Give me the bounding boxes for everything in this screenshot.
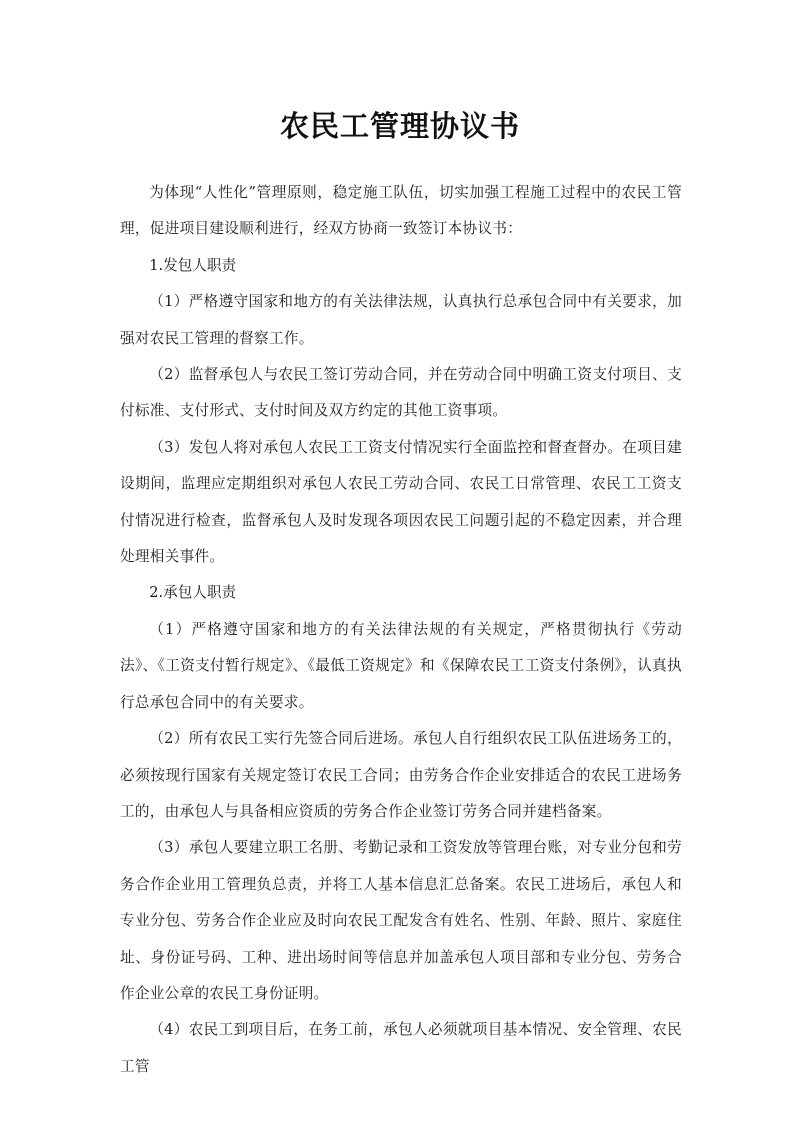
contractor-clause-2: （2）所有农民工实行先签合同后进场。承包人自行组织农民工队伍进场务工的，必须按现行国家有关规定签订农民工合同；由劳务合作企业安排适合的农民工进场务工的，由承包人与具备相应资质的劳务合作企业签订劳务合同并建档备案。 bbox=[120, 730, 682, 820]
section-heading-employer: 1.发包人职责 bbox=[149, 256, 237, 274]
employer-clause-2: （2）监督承包人与农民工签订劳动合同，并在劳动合同中明确工资支付项目、支付标准、支付形式、支付时间及双方约定的其他工资事项。 bbox=[120, 366, 682, 420]
page-title: 农民工管理协议书 bbox=[279, 109, 520, 143]
contractor-clause-4: （4）农民工到项目后，在务工前，承包人必须就项目基本情况、安全管理、农民工管 bbox=[120, 1021, 682, 1075]
employer-clause-3: （3）发包人将对承包人农民工工资支付情况实行全面监控和督查督办。在项目建设期间，监理应定期组织对承包人农民工劳动合同、农民工日常管理、农民工工资支付情况进行检查，监督承包人及时发现各项因农民工问题引起的不稳定因素，并合理处理相关事件。 bbox=[120, 438, 682, 566]
intro-paragraph: 为体现“人性化”管理原则，稳定施工队伍，切实加强工程施工过程中的农民工管理，促进项目建设顺利进行，经双方协商一致签订本协议书： bbox=[120, 184, 682, 238]
contractor-clause-3: （3）承包人要建立职工名册、考勤记录和工资发放等管理台账，对专业分包和劳务合作企业用工管理负总责，并将工人基本信息汇总备案。农民工进场后，承包人和专业分包、劳务合作企业应及时向农民工配发含有姓名、性别、年龄、照片、家庭住址、身份证号码、工种、进出场时间等信息并加盖承包人项目部和专业分包、劳务合作企业公章的农民工身份证明。 bbox=[120, 839, 682, 1002]
employer-clause-1: （1）严格遵守国家和地方的有关法律法规，认真执行总承包合同中有关要求，加强对农民工管理的督察工作。 bbox=[120, 293, 682, 347]
section-heading-contractor: 2.承包人职责 bbox=[149, 584, 237, 602]
document-body bbox=[120, 175, 682, 1085]
contractor-clause-1: （1）严格遵守国家和地方的有关法律法规的有关规定，严格贯彻执行《劳动法》、《工资支付暂行规定》、《最低工资规定》和《保障农民工工资支付条例》，认真执行总承包合同中的有关要求。 bbox=[120, 620, 682, 711]
